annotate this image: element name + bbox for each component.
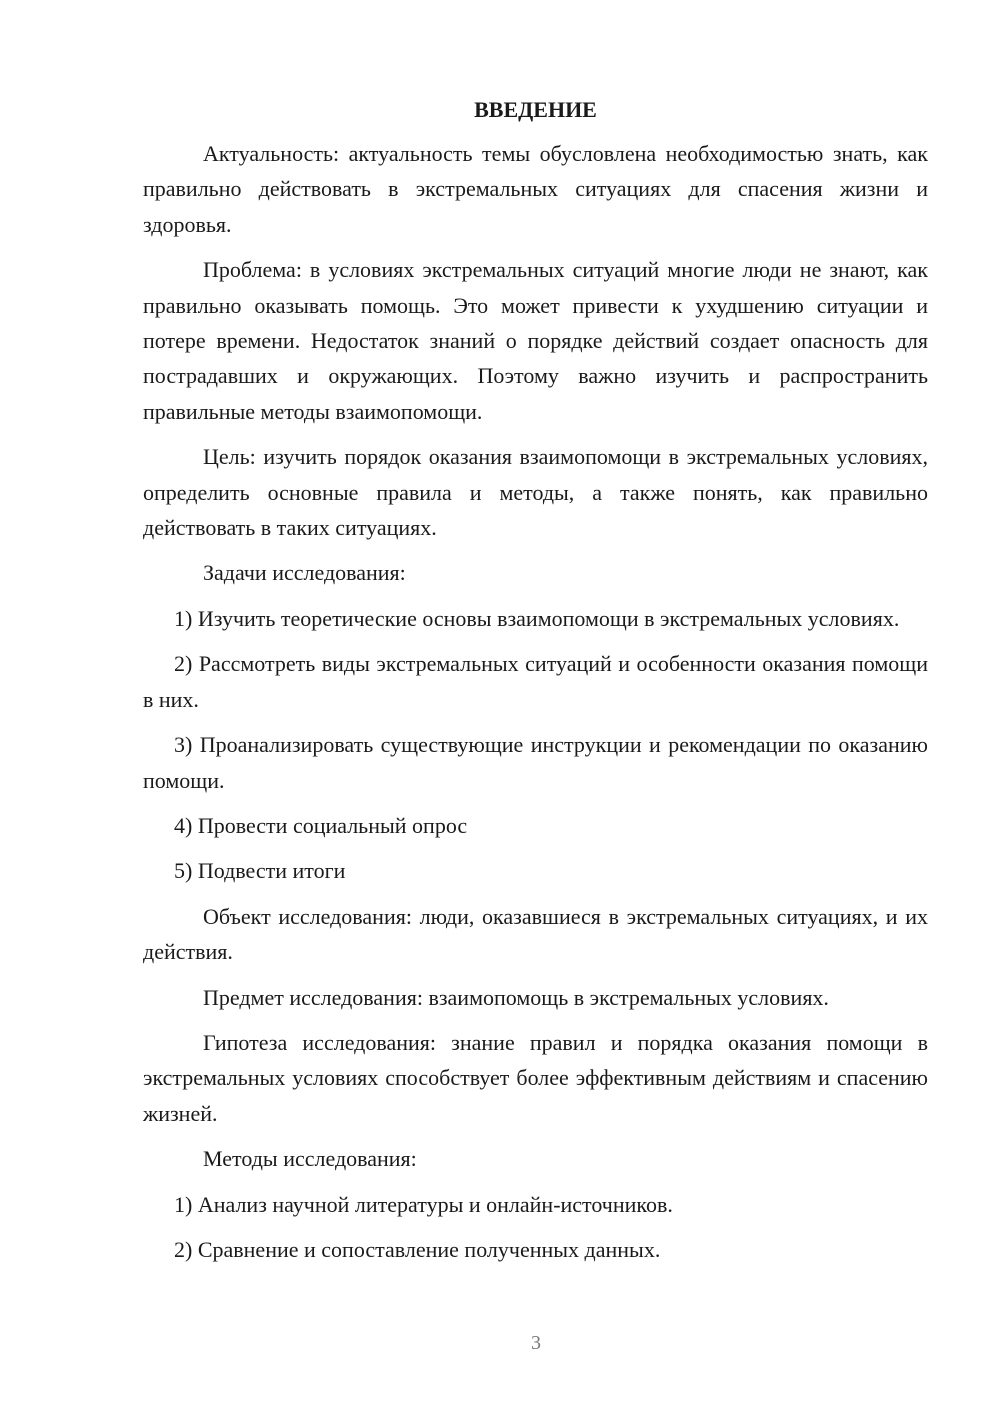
paragraph-tasks-heading: Задачи исследования: (203, 560, 406, 586)
method-item: 1) Анализ научной литературы и онлайн-источников. (174, 1191, 673, 1217)
paragraph-goal: Цель: изучить порядок оказания взаимопомощи в экстремальных условиях, определить основные правила и методы, а также понять, как правильно действовать в таких ситуациях. (143, 444, 928, 541)
task-item: 2) Рассмотреть виды экстремальных ситуаций и особенности оказания помощи в них. (143, 651, 928, 712)
paragraph-hypothesis: Гипотеза исследования: знание правил и порядка оказания помощи в экстремальных условиях способствует более эффективным действиям и спасению жизней. (143, 1029, 928, 1126)
paragraph-problem: Проблема: в условиях экстремальных ситуаций многие люди не знают, как правильно оказывать помощь. Это может привести к ухудшению ситуации и потере времени. Недостаток знаний о порядке действий создает опасность для пострадавших и окружающих. Поэтому важно изучить и распространить правильные методы взаимопомощи. (143, 257, 928, 424)
paragraph-subject: Предмет исследования: взаимопомощь в экстремальных условиях. (203, 984, 829, 1010)
task-item: 4) Провести социальный опрос (174, 812, 468, 838)
document-page (143, 92, 928, 1277)
task-item: 5) Подвести итоги (174, 858, 346, 884)
paragraph-methods-heading: Методы исследования: (203, 1146, 417, 1172)
task-item: 3) Проанализировать существующие инструкции и рекомендации по оказанию помощи. (143, 732, 928, 793)
paragraph-relevance: Актуальность: актуальность темы обусловлена необходимостью знать, как правильно действовать в экстремальных ситуациях для спасения жизни и здоровья. (143, 141, 928, 237)
task-item: 1) Изучить теоретические основы взаимопомощи в экстремальных условиях. (174, 605, 900, 631)
section-title: ВВЕДЕНИЕ (474, 97, 597, 122)
page-number: 3 (531, 1332, 541, 1354)
method-item: 2) Сравнение и сопоставление полученных данных. (174, 1236, 661, 1262)
paragraph-object: Объект исследования: люди, оказавшиеся в экстремальных ситуациях, и их действия. (143, 903, 928, 965)
